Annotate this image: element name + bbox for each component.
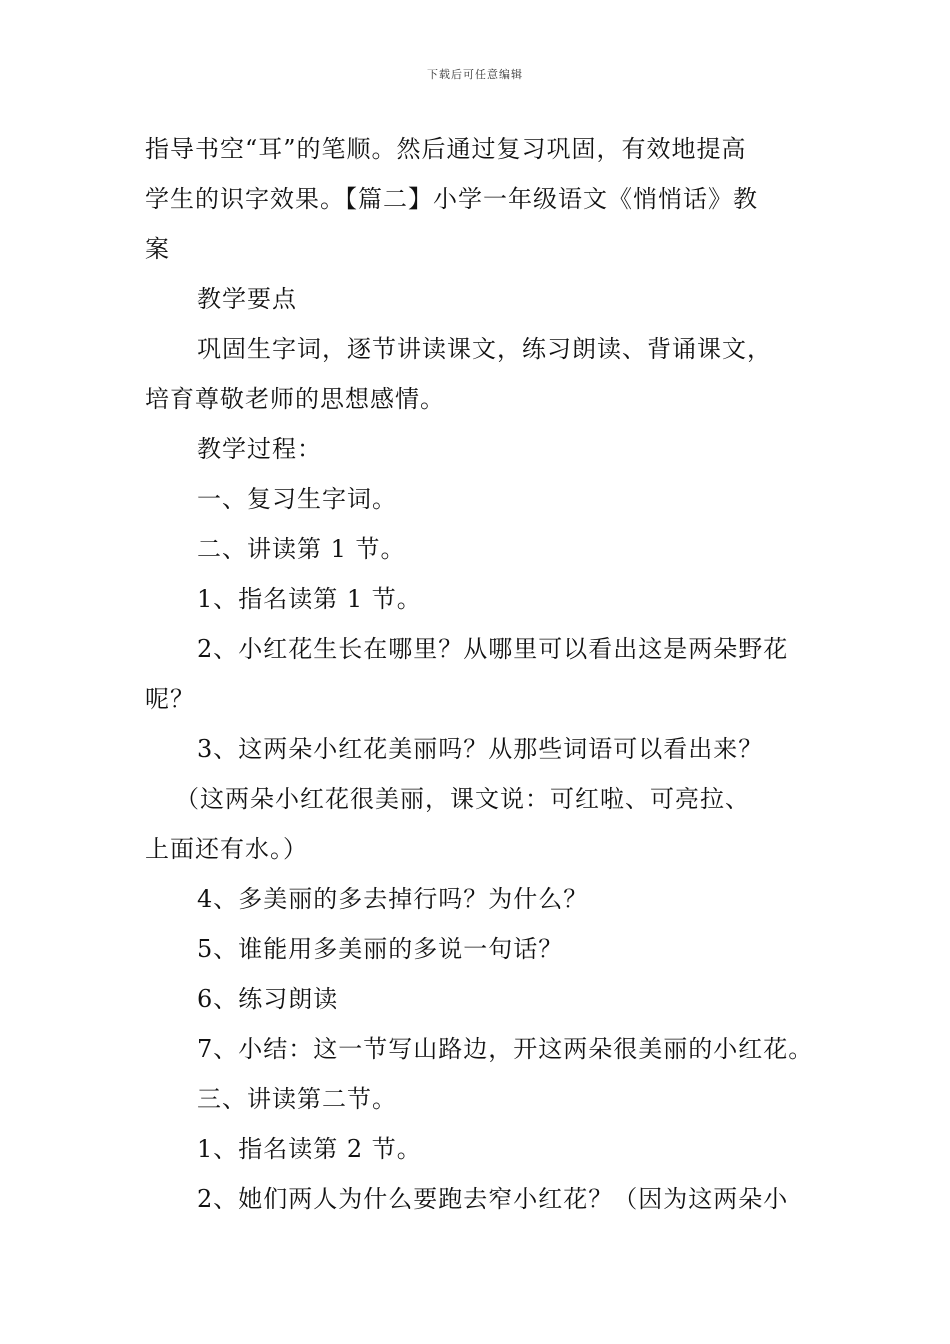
text-line: 培育尊敬老师的思想感情。 bbox=[145, 385, 445, 413]
text-line: （这两朵小红花很美丽，课文说：可红啦、可亮拉、 bbox=[175, 785, 750, 813]
list-item: 1、指名读第 1 节。 bbox=[197, 585, 422, 613]
list-item: 5、谁能用多美丽的多说一句话？ bbox=[197, 935, 564, 963]
list-item: 4、多美丽的多去掉行吗？为什么？ bbox=[197, 885, 589, 913]
list-item: 3、这两朵小红花美丽吗？从那些词语可以看出来？ bbox=[197, 735, 764, 763]
document-body bbox=[145, 124, 814, 1224]
text-line: 呢？ bbox=[145, 685, 195, 713]
list-item: 6、练习朗读 bbox=[197, 985, 339, 1013]
list-item: 2、小红花生长在哪里？从哪里可以看出这是两朵野花 bbox=[197, 635, 789, 663]
text-line: 上面还有水。） bbox=[145, 835, 308, 863]
text-line: 学生的识字效果。【篇二】小学一年级语文《悄悄话》教 bbox=[145, 185, 758, 213]
list-item: 7、小结：这一节写山路边，开这两朵很美丽的小红花。 bbox=[197, 1035, 814, 1063]
text-line: 巩固生字词，逐节讲读课文，练习朗读、背诵课文， bbox=[197, 335, 772, 363]
text-line: 指导书空“耳”的笔顺。然后通过复习巩固，有效地提高 bbox=[145, 135, 747, 163]
list-item: 一、复习生字词。 bbox=[197, 485, 397, 513]
section-heading: 教学过程： bbox=[197, 435, 322, 463]
list-item: 三、讲读第二节。 bbox=[197, 1085, 397, 1113]
list-item: 二、讲读第 1 节。 bbox=[197, 535, 406, 563]
list-item: 1、指名读第 2 节。 bbox=[197, 1135, 422, 1163]
list-item: 2、她们两人为什么要跑去窄小红花？（因为这两朵小 bbox=[197, 1185, 789, 1213]
text-line: 案 bbox=[145, 235, 170, 263]
page-header: 下载后可任意编辑 bbox=[427, 68, 523, 81]
section-heading: 教学要点 bbox=[197, 285, 297, 313]
